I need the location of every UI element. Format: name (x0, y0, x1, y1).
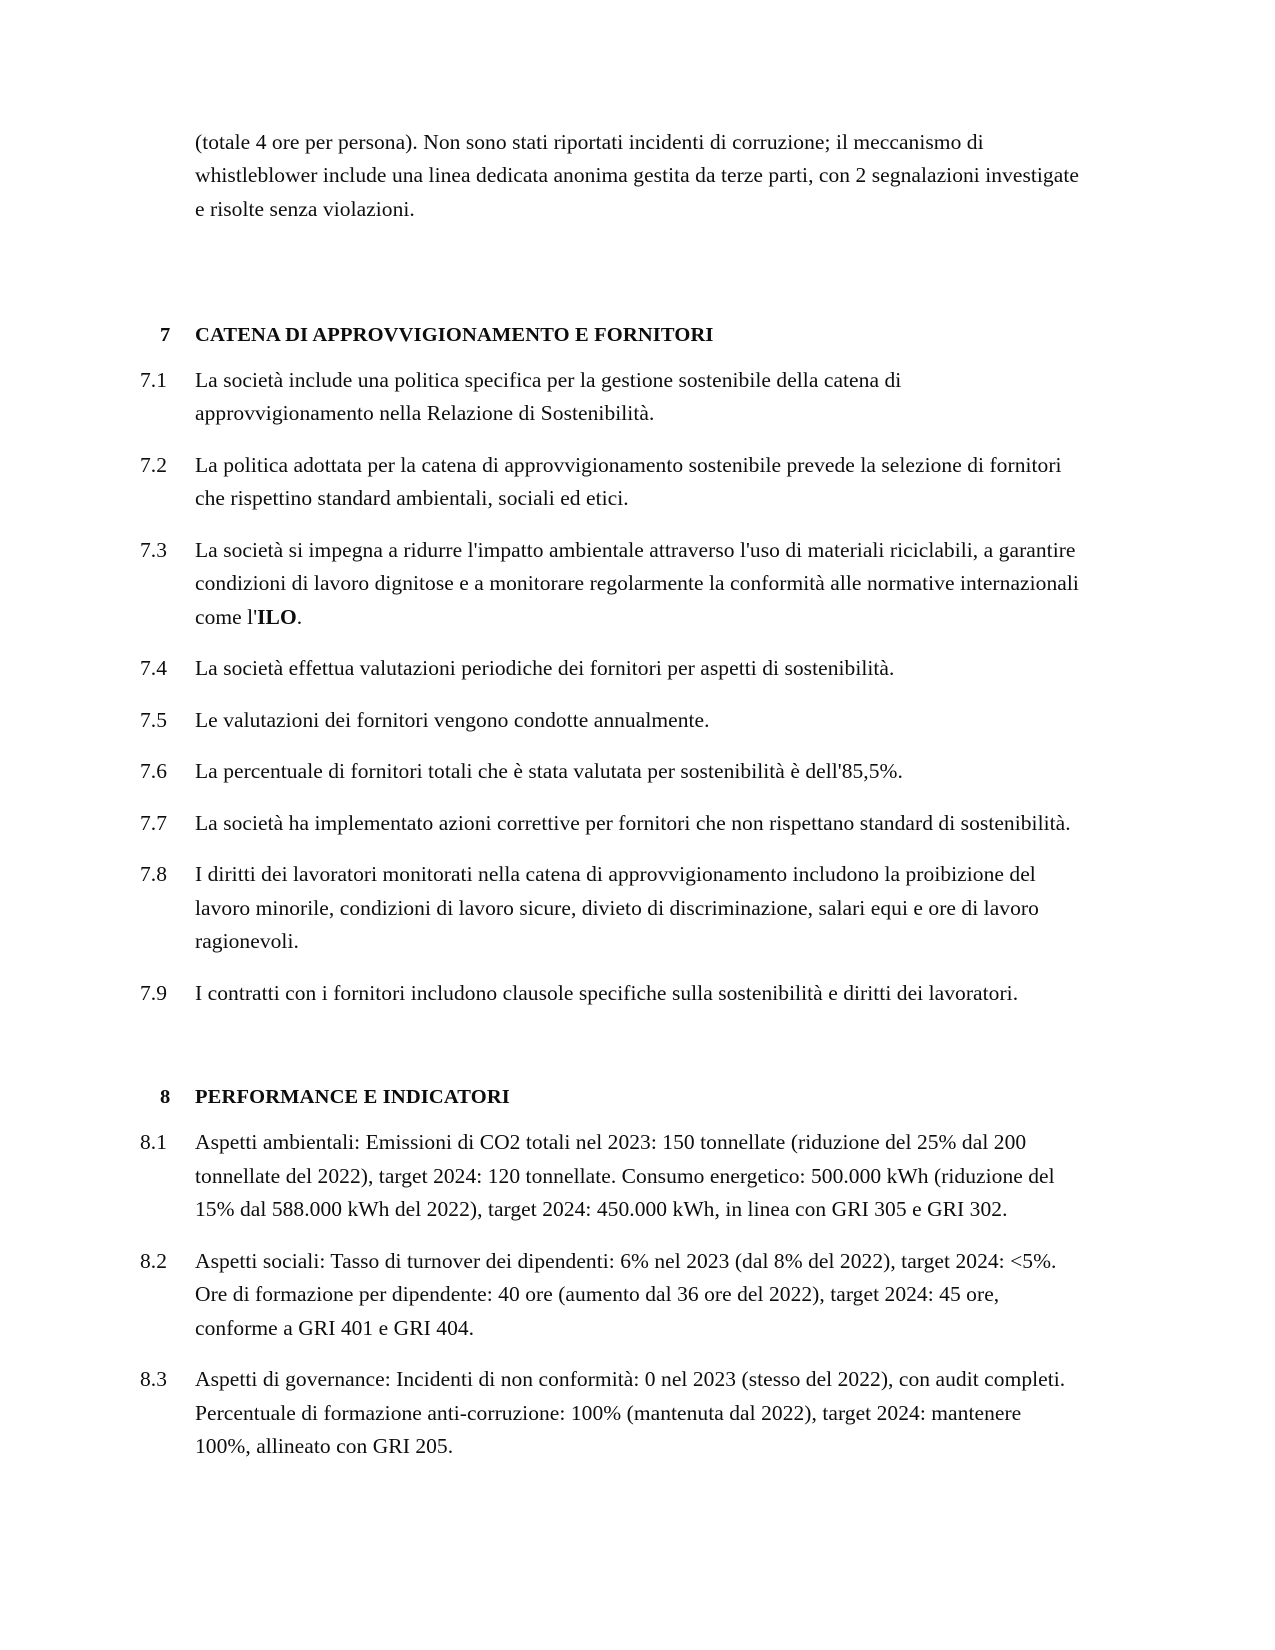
clause-number: 7.5 (140, 707, 168, 732)
section-title: CATENA DI APPROVVIGIONAMENTO E FORNITORI (195, 323, 714, 346)
clause-text: La politica adottata per la catena di approvvigionamento sostenibile prevede la selezione di fornitori che rispettino standard ambientali, sociali ed etici. (195, 452, 1062, 510)
clause-7-5 (140, 704, 1080, 738)
clause-8-2 (140, 1245, 1080, 1346)
clause-7-3 (140, 534, 1080, 635)
spacer (140, 686, 1080, 704)
clause-7-1 (140, 364, 1080, 431)
clause-text: I contratti con i fornitori includono clausole specifiche sulla sostenibilità e diritti dei lavoratori. (195, 980, 1019, 1005)
clause-number: 7.8 (140, 862, 168, 886)
document-body (140, 104, 1080, 1464)
spacer (140, 1010, 1080, 1082)
continuation-paragraph: (totale 4 ore per persona). Non sono stati riportati incidenti di corruzione; il meccanismo di whistleblower include una linea dedicata anonima gestita da terze parti, con 2 segnalazioni investigate e risolte senza violazioni. (195, 129, 1079, 221)
clause-8-1 (140, 1126, 1080, 1227)
spacer (140, 1112, 1080, 1126)
clause-text (195, 534, 1080, 635)
clause-7-4 (140, 652, 1080, 686)
clause-number: 7.2 (140, 452, 168, 477)
section-heading-8 (140, 1082, 1080, 1112)
section-number: 7 (160, 323, 171, 346)
clause-7-6 (140, 755, 1080, 789)
spacer (140, 959, 1080, 977)
spacer (140, 516, 1080, 534)
clause-number: 7.9 (140, 980, 168, 1005)
clause-number: 7.6 (140, 759, 168, 783)
clause-number: 8.1 (140, 1130, 168, 1154)
spacer (140, 737, 1080, 755)
clause-number: 7.4 (140, 656, 168, 680)
clause-text: Aspetti ambientali: Emissioni di CO2 totali nel 2023: 150 tonnellate (riduzione del 25% dal 200 tonnellate del 2022), target 2024: 120 tonnellate. Consumo energetico: 500.000 kWh (riduzione del 15% dal 588.000 kWh del 2022), target 2024: 450.000 kWh, in linea con GRI 305 e GRI 302. (195, 1130, 1055, 1221)
clause-text-part-1: La società si impegna a ridurre l'impatto ambientale attraverso l'uso di materiali riciclabili, a garantire condizioni di lavoro dignitose e a monitorare regolarmente la conformità alle normative internazionali come l' (195, 537, 1079, 629)
clause-number: 7.1 (140, 367, 168, 392)
section-heading-7 (140, 320, 1080, 350)
spacer (140, 1227, 1080, 1245)
clause-text: Le valutazioni dei fornitori vengono condotte annualmente. (195, 707, 710, 732)
clause-7-9 (140, 977, 1080, 1011)
clause-bold-term: ILO (257, 604, 297, 629)
spacer (140, 840, 1080, 858)
spacer (140, 431, 1080, 449)
clause-text: Aspetti sociali: Tasso di turnover dei dipendenti: 6% nel 2023 (dal 8% del 2022), target 2024: <5%. Ore di formazione per dipendente: 40 ore (aumento dal 36 ore del 2022), target 2024: 45 ore, conforme a GRI 401 e GRI 404. (195, 1248, 1057, 1340)
clause-number: 7.3 (140, 537, 168, 562)
clause-text: La società effettua valutazioni periodiche dei fornitori per aspetti di sostenibilità. (195, 656, 895, 680)
clause-text: I diritti dei lavoratori monitorati nella catena di approvvigionamento includono la proibizione del lavoro minorile, condizioni di lavoro sicure, divieto di discriminazione, salari equi e ore di lavoro ragionevoli. (195, 862, 1039, 953)
clause-number: 8.2 (140, 1248, 168, 1273)
clause-number: 8.3 (140, 1367, 168, 1391)
spacer (140, 248, 1080, 320)
spacer (140, 1345, 1080, 1363)
clause-7-8 (140, 858, 1080, 959)
spacer (140, 789, 1080, 807)
clause-7-7 (140, 807, 1080, 841)
clause-text: La percentuale di fornitori totali che è stata valutata per sostenibilità è dell'85,5%. (195, 759, 903, 783)
section-number: 8 (160, 1086, 171, 1108)
clause-7-2 (140, 449, 1080, 516)
clause-8-3 (140, 1363, 1080, 1464)
spacer (140, 350, 1080, 364)
clause-number: 7.7 (140, 810, 168, 835)
spacer (140, 634, 1080, 652)
section-title: PERFORMANCE E INDICATORI (195, 1086, 510, 1108)
clause-text: La società ha implementato azioni correttive per fornitori che non rispettano standard di sostenibilità. (195, 810, 1071, 835)
clause-text-part-2: . (296, 604, 303, 629)
clause-text: La società include una politica specifica per la gestione sostenibile della catena di approvvigionamento nella Relazione di Sostenibilità. (195, 367, 902, 425)
clause-text: Aspetti di governance: Incidenti di non conformità: 0 nel 2023 (stesso del 2022), con audit completi. Percentuale di formazione anti-corruzione: 100% (mantenuta dal 2022), target 2024: mantenere 100%, allineato con GRI 205. (195, 1367, 1066, 1458)
